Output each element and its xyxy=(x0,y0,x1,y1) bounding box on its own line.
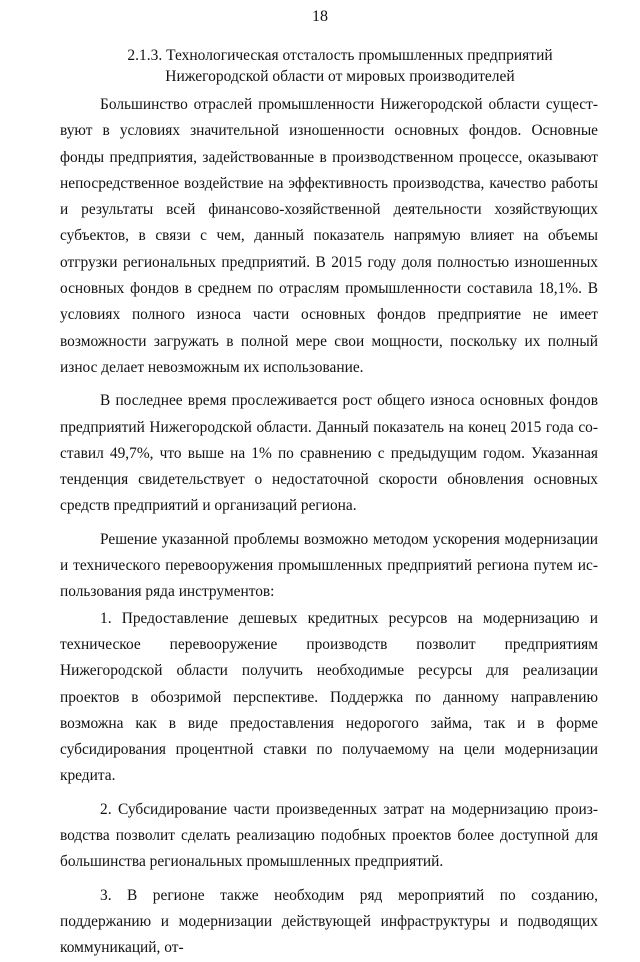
paragraph-6: 3. В регионе также необходим ряд мероприятий по созданию, поддержанию и модернизации действующей инфраструктуры и подводящих коммуникаций, от- xyxy=(60,886,598,957)
section-heading-line-1: 2.1.3. Технологическая отсталость промышленных предприятий xyxy=(127,47,553,64)
section-heading xyxy=(95,45,585,87)
section-heading-line-2: Нижегородской области от мировых производителей xyxy=(165,68,515,85)
page-number: 18 xyxy=(312,8,328,25)
paragraph-3: Решение указанной проблемы возможно методом ускорения модернизации и технического перевооружения промышленных предприятий региона путем использования ряда инструментов: xyxy=(60,530,598,601)
paragraph-4: 1. Предоставление дешевых кредитных ресурсов на модернизацию и техническое перевооружение производств позволит предприятиям Нижегородской области получить необходимые ресурсы для реализации проектов в обозримой перспективе. Поддержка по данному направлению возможна как в виде предоставления недорогого займа, так и в форме субсидирования процентной ставки по получаемому на цели модернизации кредита. xyxy=(60,609,598,785)
paragraph-1: Большинство отраслей промышленности Нижегородской области существуют в условиях значительной изношенности основных фондов. Основные фонды предприятия, задействованные в производственном процессе, оказывают непосредственное воздействие на эффективность производства, качество работы и результаты всей финансово-хозяйственной деятельности хозяйствующих субъектов, в связи с чем, данный показатель напрямую влияет на объемы отгрузки региональных предприятий. В 2015 году доля полностью изношенных основных фондов в среднем по отраслям промышленности составила 18,1%. В условиях полного износа части основных фондов предприятие не имеет возможности загружать в полной мере свои мощности, поскольку их полный износ делает невозможным их использование. xyxy=(60,96,598,376)
body-text xyxy=(60,92,598,962)
paragraph-2: В последнее время прослеживается рост общего износа основных фондов предприятий Нижегородской области. Данный показатель на конец 2015 года составил 49,7%, что выше на 1% по сравнению с предыдущим годом. Указанная тенденция свидетельствует о недостаточной скорости обновления основных средств предприятий и организаций региона. xyxy=(60,392,598,515)
paragraph-5: 2. Субсидирование части произведенных затрат на модернизацию производства позволит сделать реализацию подобных проектов более доступной для большинства региональных промышленных предприятий. xyxy=(60,800,598,871)
